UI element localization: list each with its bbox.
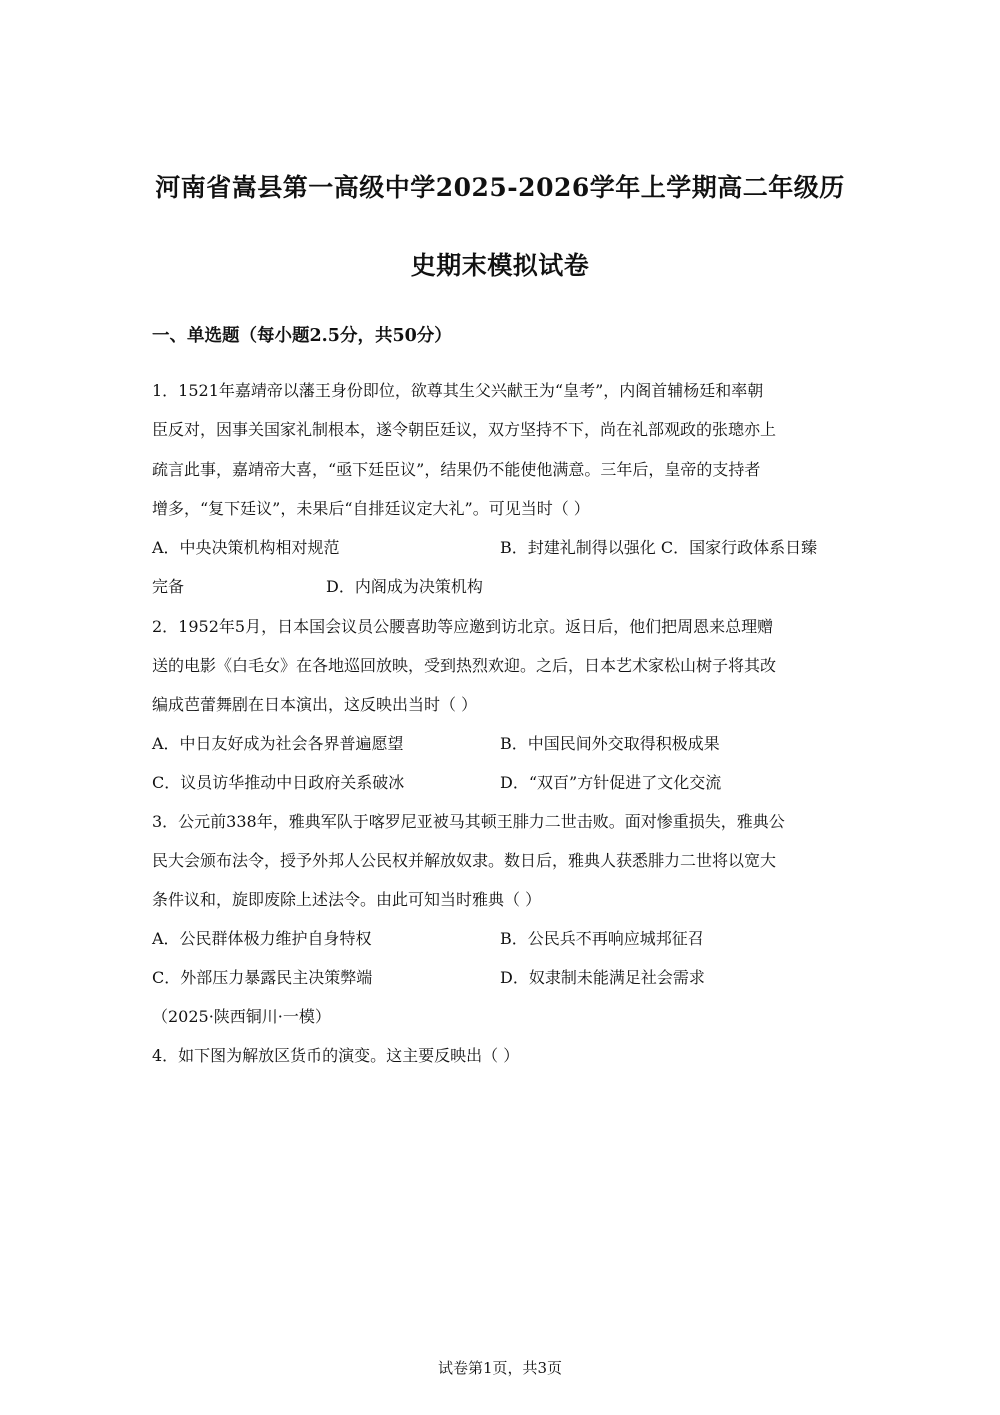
q1-line-2: 臣反对，因事关国家礼制根本，遂令朝臣廷议，双方坚持不下，尚在礼部观政的张璁亦上 [152, 420, 777, 439]
q3-option-c: C．外部压力暴露民主决策弊端 [152, 968, 373, 987]
q3-option-a: A．公民群体极力维护自身特权 [152, 929, 372, 948]
q1-line-3: 疏言此事，嘉靖帝大喜，“亟下廷臣议”，结果仍不能使他满意。三年后，皇帝的支持者 [152, 460, 761, 479]
q2-option-a: A．中日友好成为社会各界普遍愿望 [152, 734, 404, 753]
q2-line-1: 2．1952年5月，日本国会议员公腰喜助等应邀到访北京。返日后，他们把周恩来总理赠 [152, 617, 774, 636]
source-note: （2025·陕西铜川·一模） [152, 1007, 331, 1026]
q4-line-1: 4．如下图为解放区货币的演变。这主要反映出（ ） [152, 1046, 520, 1065]
q1-line-1: 1．1521年嘉靖帝以藩王身份即位，欲尊其生父兴献王为“皇考”，内阁首辅杨廷和率朝 [152, 381, 764, 400]
q1-option-c-continued: 完备 [152, 577, 185, 596]
q1-option-bc: B．封建礼制得以强化 C．国家行政体系日臻 [500, 538, 818, 557]
q2-line-3: 编成芭蕾舞剧在日本演出，这反映出当时（ ） [152, 695, 478, 714]
q3-line-2: 民大会颁布法令，授予外邦人公民权并解放奴隶。数日后，雅典人获悉腓力二世将以宽大 [152, 851, 777, 870]
q2-option-b: B．中国民间外交取得积极成果 [500, 734, 720, 753]
q1-line-4: 增多，“复下廷议”，未果后“自排廷议定大礼”。可见当时（ ） [152, 499, 590, 518]
q3-line-1: 3．公元前338年，雅典军队于喀罗尼亚被马其顿王腓力二世击败。面对惨重损失，雅典公 [152, 812, 785, 831]
page-footer: 试卷第1页，共3页 [437, 1359, 563, 1377]
q3-line-3: 条件议和，旋即废除上述法令。由此可知当时雅典（ ） [152, 890, 542, 909]
q2-option-d: D．“双百”方针促进了文化交流 [500, 773, 722, 792]
q2-option-c: C．议员访华推动中日政府关系破冰 [152, 773, 405, 792]
q1-option-a: A．中央决策机构相对规范 [152, 538, 340, 557]
section-heading: 一、单选题（每小题2.5分，共50分） [152, 326, 452, 346]
q2-line-2: 送的电影《白毛女》在各地巡回放映，受到热烈欢迎。之后，日本艺术家松山树子将其改 [152, 656, 777, 675]
exam-title-line1: 河南省嵩县第一高级中学2025-2026学年上学期高二年级历 [155, 173, 845, 202]
q1-option-d: D．内阁成为决策机构 [326, 577, 483, 596]
exam-title-line2: 史期末模拟试卷 [410, 251, 590, 280]
q3-option-d: D．奴隶制未能满足社会需求 [500, 968, 705, 987]
q3-option-b: B．公民兵不再响应城邦征召 [500, 929, 704, 948]
